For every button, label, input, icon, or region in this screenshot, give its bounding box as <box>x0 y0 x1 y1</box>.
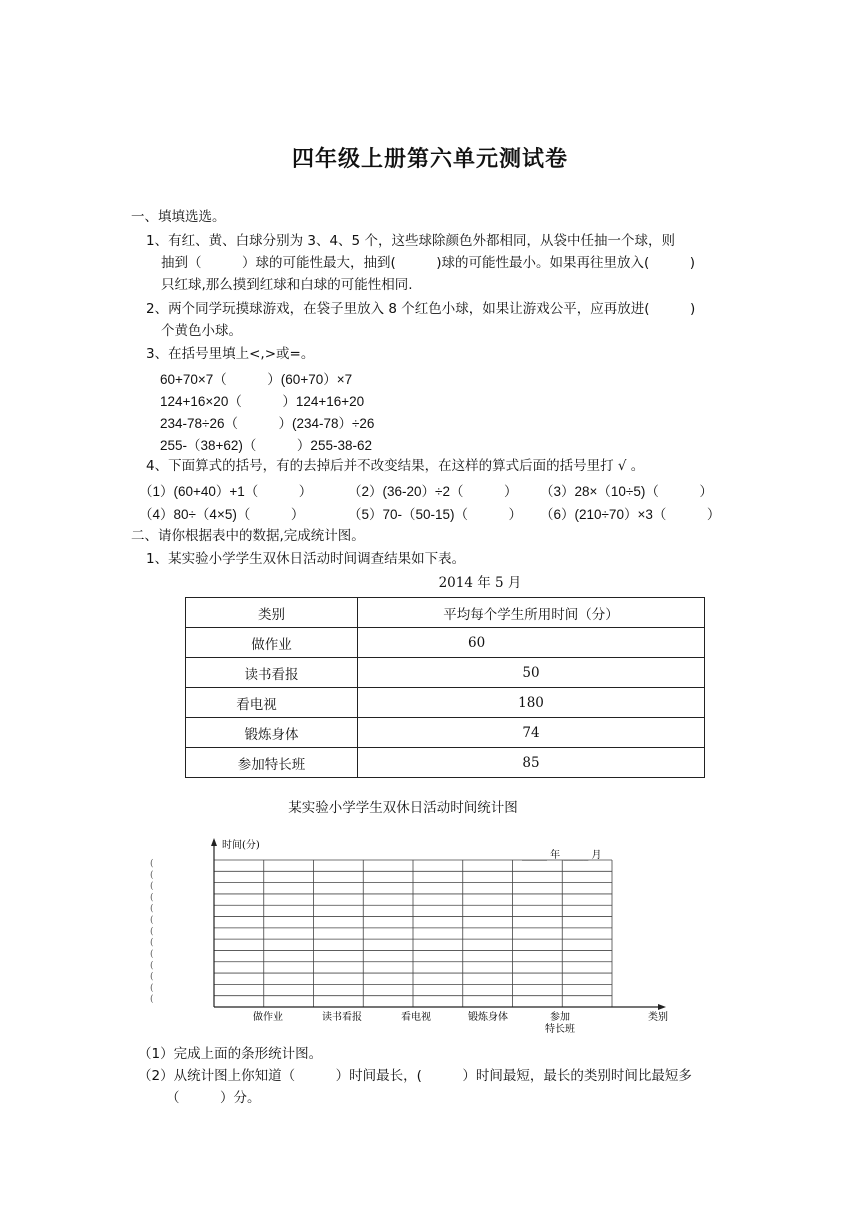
table-row <box>186 688 705 718</box>
table-cell-category: 做作业 <box>186 628 358 658</box>
table-cell-category: 参加特长班 <box>186 748 358 778</box>
section1-heading: 一、填填选选。 <box>131 209 226 225</box>
y-tick-label: ( <box>150 915 154 926</box>
q4-item-6: （6）(210÷70）×3（ ） <box>540 507 721 522</box>
q3-heading: 3、在括号里填上<,>或=。 <box>146 346 315 362</box>
table-row <box>186 748 705 778</box>
sub-question-2-line1: （2）从统计图上你知道（ ）时间最长，( ）时间最短，最长的类别时间比最短多 <box>138 1068 692 1084</box>
page-title: 四年级上册第六单元测试卷 <box>291 147 568 172</box>
q4-item-2: （2）(36-20）÷2（ ） <box>348 484 518 499</box>
x-tick-label: 锻炼身体 <box>468 1012 508 1023</box>
y-tick-label: ( <box>150 881 154 892</box>
q1-line2: 抽到（ ）球的可能性最大，抽到( )球的可能性最小。如果再往里放入( ) <box>161 255 696 271</box>
table-cell-value: 60 <box>468 634 486 651</box>
y-tick-label: ( <box>150 859 154 869</box>
chart-date-label: _____ 年 _____ 月 <box>522 850 602 861</box>
table-row <box>186 658 705 688</box>
x-tick-label: 参加 <box>550 1012 570 1023</box>
x-axis-label: 类别 <box>648 1012 668 1023</box>
y-tick-label: ( <box>150 938 154 949</box>
sub-question-1: （1）完成上面的条形统计图。 <box>138 1046 323 1062</box>
q3-item-4: 255-（38+62)（ ）255-38-62 <box>160 438 372 453</box>
table-cell-time: 85 <box>358 748 705 778</box>
y-axis-label: 时间(分) <box>222 840 260 851</box>
y-tick-label: ( <box>150 983 154 994</box>
table-cell-time: 180 <box>358 688 705 718</box>
bar-chart <box>140 832 680 1042</box>
q2-line2: 个黄色小球。 <box>161 323 242 339</box>
chart-caption: 某实验小学学生双休日活动时间统计图 <box>288 800 518 816</box>
y-tick-label: ( <box>150 926 154 937</box>
table-header-row <box>186 598 705 628</box>
q3-item-2: 124+16×20（ ）124+16+20 <box>160 394 365 409</box>
x-tick-label: 做作业 <box>253 1012 283 1023</box>
y-tick-label: ( <box>150 892 154 903</box>
table-cell-time: 74 <box>358 718 705 748</box>
y-tick-label: ( <box>150 949 154 960</box>
table-date: 2014 年 5 月 <box>438 575 522 591</box>
q4-item-3: （3）28×（10÷5)（ ） <box>540 484 713 499</box>
y-tick-label: ( <box>150 904 154 915</box>
table-row <box>186 628 705 658</box>
q4-item-4: （4）80÷（4×5)（ ） <box>139 507 305 522</box>
x-tick-label: 读书看报 <box>322 1012 362 1023</box>
y-tick-label: ( <box>150 994 154 1005</box>
q4-heading: 4、下面算式的括号，有的去掉后并不改变结果，在这样的算式后面的括号里打 √ 。 <box>146 458 645 474</box>
table-cell-time <box>358 628 705 658</box>
q3-item-1: 60+70×7（ ）(60+70）×7 <box>160 372 353 387</box>
q1-line3: 只红球,那么摸到红球和白球的可能性相同. <box>161 277 413 293</box>
table-cell-category: 锻炼身体 <box>186 718 358 748</box>
q4-item-5: （5）70-（50-15)（ ） <box>348 507 523 522</box>
y-axis-arrow <box>211 838 217 846</box>
table-header-category: 类别 <box>186 598 358 628</box>
q1-line1: 1、有红、黄、白球分别为 3、4、5 个，这些球除颜色外都相同，从袋中任抽一个球，则 <box>146 233 675 249</box>
sub-question-2-line2: （ ）分。 <box>166 1090 261 1106</box>
x-axis-arrow <box>658 1004 666 1010</box>
table-cell-category: 读书看报 <box>186 658 358 688</box>
y-tick-label: ( <box>150 960 154 971</box>
chart-grid <box>214 860 612 1007</box>
table-row <box>186 718 705 748</box>
q2-line1: 2、两个同学玩摸球游戏，在袋子里放入 8 个红色小球，如果让游戏公平，应再放进( ) <box>146 301 696 317</box>
table-cell-time: 50 <box>358 658 705 688</box>
y-tick-label: ( <box>150 972 154 983</box>
x-tick-label: 特长班 <box>545 1024 575 1035</box>
q3-item-3: 234-78÷26（ ）(234-78）÷26 <box>160 416 375 431</box>
chart-labels <box>150 838 668 1035</box>
table-cell-text: 看电视 <box>236 696 277 713</box>
y-tick-label: ( <box>150 870 154 881</box>
q4-item-1: （1）(60+40）+1（ ） <box>139 484 313 499</box>
table-cell-category <box>186 688 358 718</box>
table-header-time: 平均每个学生所用时间（分） <box>358 598 705 628</box>
x-tick-label: 看电视 <box>401 1012 431 1023</box>
section2-q1: 1、某实验小学学生双休日活动时间调查结果如下表。 <box>146 551 466 567</box>
section2-heading: 二、请你根据表中的数据,完成统计图。 <box>131 528 365 544</box>
data-table <box>185 597 705 778</box>
